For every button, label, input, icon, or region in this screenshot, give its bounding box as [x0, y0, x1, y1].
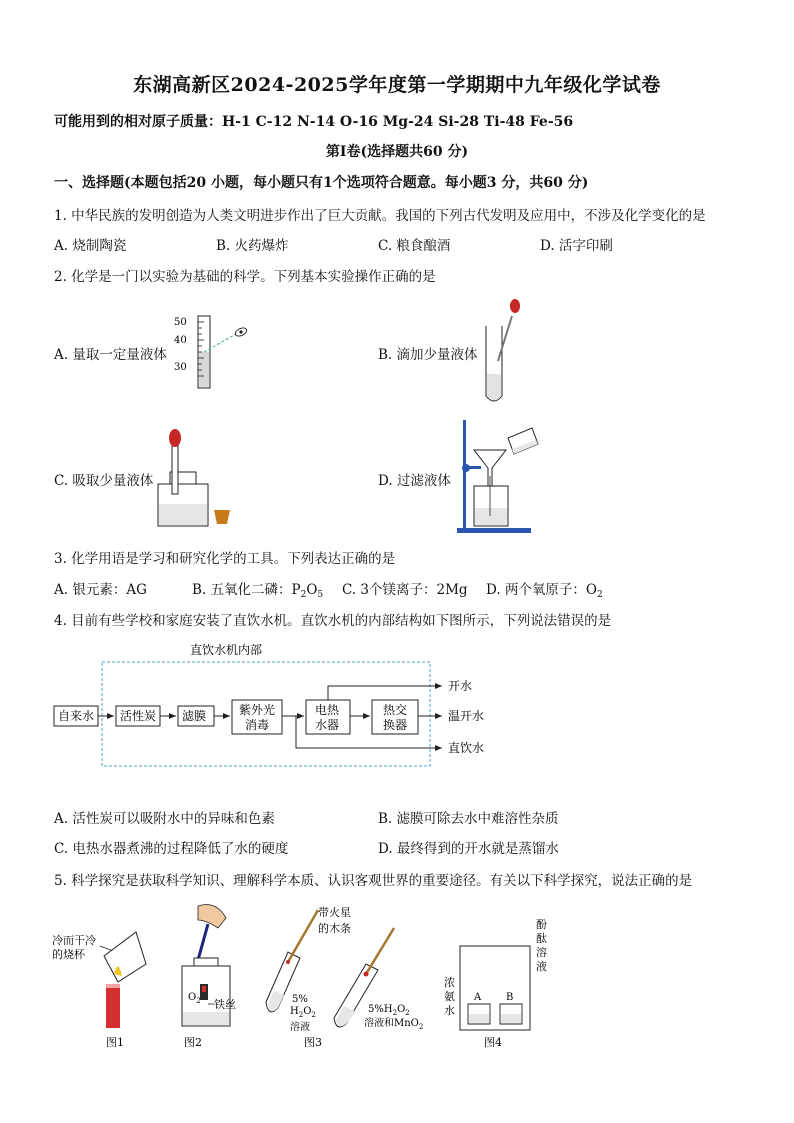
figure-3-h2o2-decomposition	[266, 905, 423, 1049]
cylinder-tick-50: 50	[174, 317, 187, 328]
question-3-stem: 3. 化学用语是学习和研究化学的工具。下列表达正确的是	[54, 551, 396, 567]
svg-text:活性炭: 活性炭	[120, 709, 157, 723]
q5-experiment-figures	[48, 900, 648, 1050]
q2-option-c: C. 吸取少量液体	[54, 473, 154, 489]
q4-option-d: D. 最终得到的开水就是蒸馏水	[378, 841, 559, 857]
cylinder-tick-40: 40	[174, 335, 187, 346]
caption-figure-1: 图1	[106, 1036, 124, 1049]
svg-text:溶液: 溶液	[290, 1022, 310, 1033]
figure-4-ammonia-diffusion	[444, 918, 547, 1049]
q3-option-d: D. 两个氧原子：$O_2$	[486, 582, 603, 600]
diagram-region-label: 直饮水机内部	[190, 643, 263, 657]
section-title: 第Ⅰ卷(选择题共60 分)	[325, 144, 469, 160]
q1-option-d: D. 活字印刷	[540, 238, 613, 254]
q4-option-b: B. 滤膜可除去水中难溶性杂质	[378, 811, 559, 827]
atomic-masses-line: 可能用到的相对原子质量：H-1 C-12 N-14 O-16 Mg-24 Si-28 Ti-48 Fe-56	[54, 114, 574, 130]
water-dispenser-flow-diagram	[52, 638, 512, 772]
q1-option-c: C. 粮食酿酒	[378, 238, 451, 254]
h2o2-right-label: $5\%H_2O_2$	[368, 1004, 410, 1017]
q3-option-a: A. 银元素：AG	[54, 582, 147, 598]
svg-text:冷而干冷: 冷而干冷	[52, 934, 96, 947]
svg-text:A: A	[474, 992, 482, 1003]
svg-text:消毒: 消毒	[245, 718, 270, 732]
q2-option-a: A. 量取一定量液体	[54, 347, 167, 363]
caption-figure-4: 图4	[484, 1036, 502, 1049]
q3-option-c: C. 3个镁离子：2Mg	[342, 582, 468, 598]
q1-option-a: A. 烧制陶瓷	[54, 238, 127, 254]
output-warm-water: 温开水	[448, 709, 485, 723]
svg-text:氨: 氨	[444, 990, 455, 1003]
svg-text:换器: 换器	[383, 718, 408, 732]
dropper-into-test-tube-figure	[478, 296, 528, 406]
svg-text:的烧杯: 的烧杯	[52, 948, 85, 961]
q4-option-c: C. 电热水器煮沸的过程降低了水的硬度	[54, 841, 289, 857]
question-5-stem: 5. 科学探究是获取科学知识、理解科学本质、认识客观世界的重要途径。有关以下科学探究，说法正确的是	[54, 873, 693, 889]
h2o2-left-label: $H_2O_2$	[290, 1006, 316, 1019]
svg-text:紫外光: 紫外光	[239, 703, 276, 717]
q4-option-a: A. 活性炭可以吸附水中的异味和色素	[54, 811, 275, 827]
svg-text:的木条: 的木条	[318, 922, 351, 935]
question-4-stem: 4. 目前有些学校和家庭安装了直饮水机。直饮水机的内部结构如下图所示，下列说法错误的是	[54, 613, 612, 629]
exam-title: 东湖高新区2024-2025学年度第一学期期中九年级化学试卷	[133, 74, 661, 96]
output-drinking-water: 直饮水	[448, 741, 485, 755]
figure-2-iron-wire-oxygen	[182, 905, 236, 1050]
graduated-cylinder-reading-figure	[168, 312, 258, 392]
part-heading: 一、选择题(本题包括20 小题，每小题只有1个选项符合题意。每小题3 分，共60 分)	[54, 175, 589, 191]
figure-1-candle-beaker	[52, 932, 146, 1049]
o2-label: $O_2$	[188, 992, 201, 1005]
mno2-label: 溶液和MnO$_2$	[364, 1018, 424, 1031]
dropper-in-reagent-bottle-figure	[152, 424, 242, 528]
caption-figure-2: 图2	[184, 1036, 202, 1049]
q3-option-b: B. 五氧化二磷：$P_2O_5$	[192, 582, 324, 600]
q2-option-d: D. 过滤液体	[378, 473, 451, 489]
svg-text:电热: 电热	[315, 703, 340, 717]
svg-text:带火星: 带火星	[318, 906, 351, 919]
svg-text:铁丝: 铁丝	[214, 998, 236, 1011]
svg-text:滤膜: 滤膜	[182, 709, 207, 723]
svg-text:水器: 水器	[315, 718, 340, 732]
question-1-stem: 1. 中华民族的发明创造为人类文明进步作出了巨大贡献。我国的下列古代发明及应用中，不涉及化学变化的是	[54, 208, 706, 224]
svg-text:酚: 酚	[536, 918, 547, 931]
q2-option-b: B. 滴加少量液体	[378, 347, 478, 363]
svg-text:热交: 热交	[383, 703, 408, 717]
eye-icon	[234, 326, 248, 337]
filtration-apparatus-figure	[452, 416, 552, 536]
svg-text:水: 水	[444, 1004, 455, 1017]
svg-text:液: 液	[536, 960, 547, 973]
q1-option-b: B. 火药爆炸	[216, 238, 289, 254]
svg-text:自来水: 自来水	[58, 709, 95, 723]
svg-text:浓: 浓	[444, 976, 455, 989]
svg-text:5%: 5%	[292, 994, 308, 1005]
caption-figure-3: 图3	[304, 1036, 322, 1049]
svg-text:B: B	[506, 992, 514, 1003]
cylinder-tick-30: 30	[174, 362, 187, 373]
svg-text:酞: 酞	[536, 932, 547, 945]
output-boiling-water: 开水	[448, 679, 473, 693]
question-2-stem: 2. 化学是一门以实验为基础的科学。下列基本实验操作正确的是	[54, 269, 436, 285]
svg-text:溶: 溶	[536, 946, 547, 959]
